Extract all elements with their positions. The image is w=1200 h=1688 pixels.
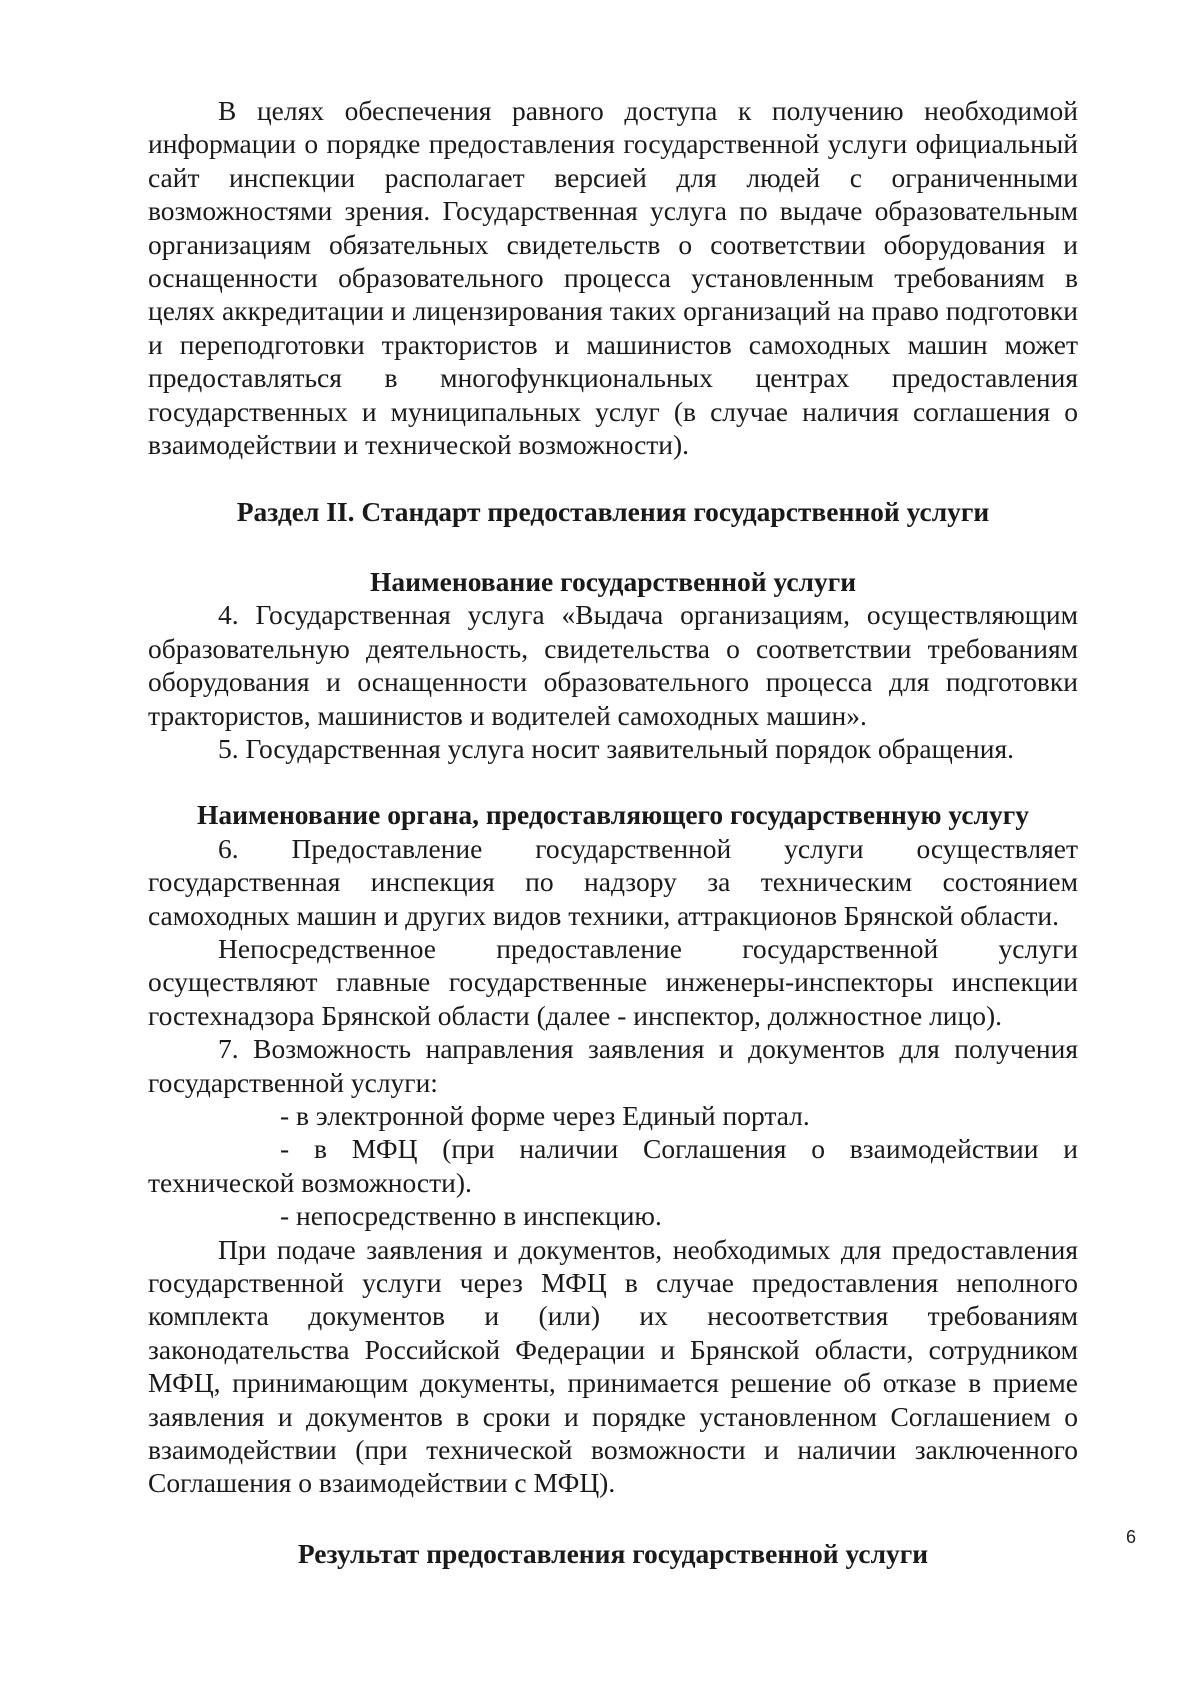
page-number: 6 [1125, 1527, 1136, 1547]
paragraph-direct: Непосредственное предоставление государственной услуги осуществляют главные государственные инженеры-инспекторы инспекции гостехнадзора Брянской области (далее - инспектор, должностное лицо). [148, 932, 1078, 1031]
heading-service-name: Наименование государственной услуги [369, 565, 857, 597]
list-item: - в МФЦ (при наличии Соглашения о взаимодействии и технической возможности). [148, 1133, 1078, 1198]
item-4: 4. Государственная услуга «Выдача организациям, осуществляющим образовательную деятельность, свидетельства о соответствии требованиям оборудования и оснащенности образовательного процесса для подготовки трактористов, машинистов и водителей самоходных машин». [148, 599, 1078, 731]
list-item: - непосредственно в инспекцию. [280, 1200, 662, 1232]
list-item: - в электронной форме через Единый портал. [280, 1099, 810, 1131]
section-title: Раздел II. Стандарт предоставления государственной услуги [236, 496, 990, 528]
heading-body: Наименование органа, предоставляющего государственную услугу [197, 799, 1029, 831]
heading-result: Результат предоставления государственной услуги [297, 1537, 929, 1569]
paragraph-access: В целях обеспечения равного доступа к получению необходимой информации о порядке предоставления государственной услуги официальный сайт инспекции располагает версией для людей с ограниченными возможностями зрения. Государственная услуга по выдаче образовательным организациям обязательных свидетельств о соответствии оборудования и оснащенности образовательного процесса установленным требованиям в целях аккредитации и лицензирования таких организаций на право подготовки и переподготовки трактористов и машинистов самоходных машин может предоставляться в многофункциональных центрах предоставления государственных и муниципальных услуг (в случае наличия соглашения о взаимодействии и технической возможности). [148, 95, 1078, 461]
item-5: 5. Государственная услуга носит заявительный порядок обращения. [218, 732, 1014, 764]
paragraph-mfc: При подаче заявления и документов, необходимых для предоставления государственной услуги через МФЦ в случае предоставления неполного комплекта документов и (или) их несоответствия требованиям законодательства Российской Федерации и Брянской области, сотрудником МФЦ, принимающим документы, принимается решение об отказе в приеме заявления и документов в сроки и порядке установленном Соглашением о взаимодействии (при технической возможности и наличии заключенного Соглашения о взаимодействии с МФЦ). [148, 1233, 1078, 1499]
document-page [148, 94, 1078, 1570]
item-6: 6. Предоставление государственной услуги осуществляет государственная инспекция по надзору за техническим состоянием самоходных машин и других видов техники, аттракционов Брянской области. [148, 832, 1078, 931]
item-7: 7. Возможность направления заявления и документов для получения государственной услуги: [148, 1033, 1078, 1098]
